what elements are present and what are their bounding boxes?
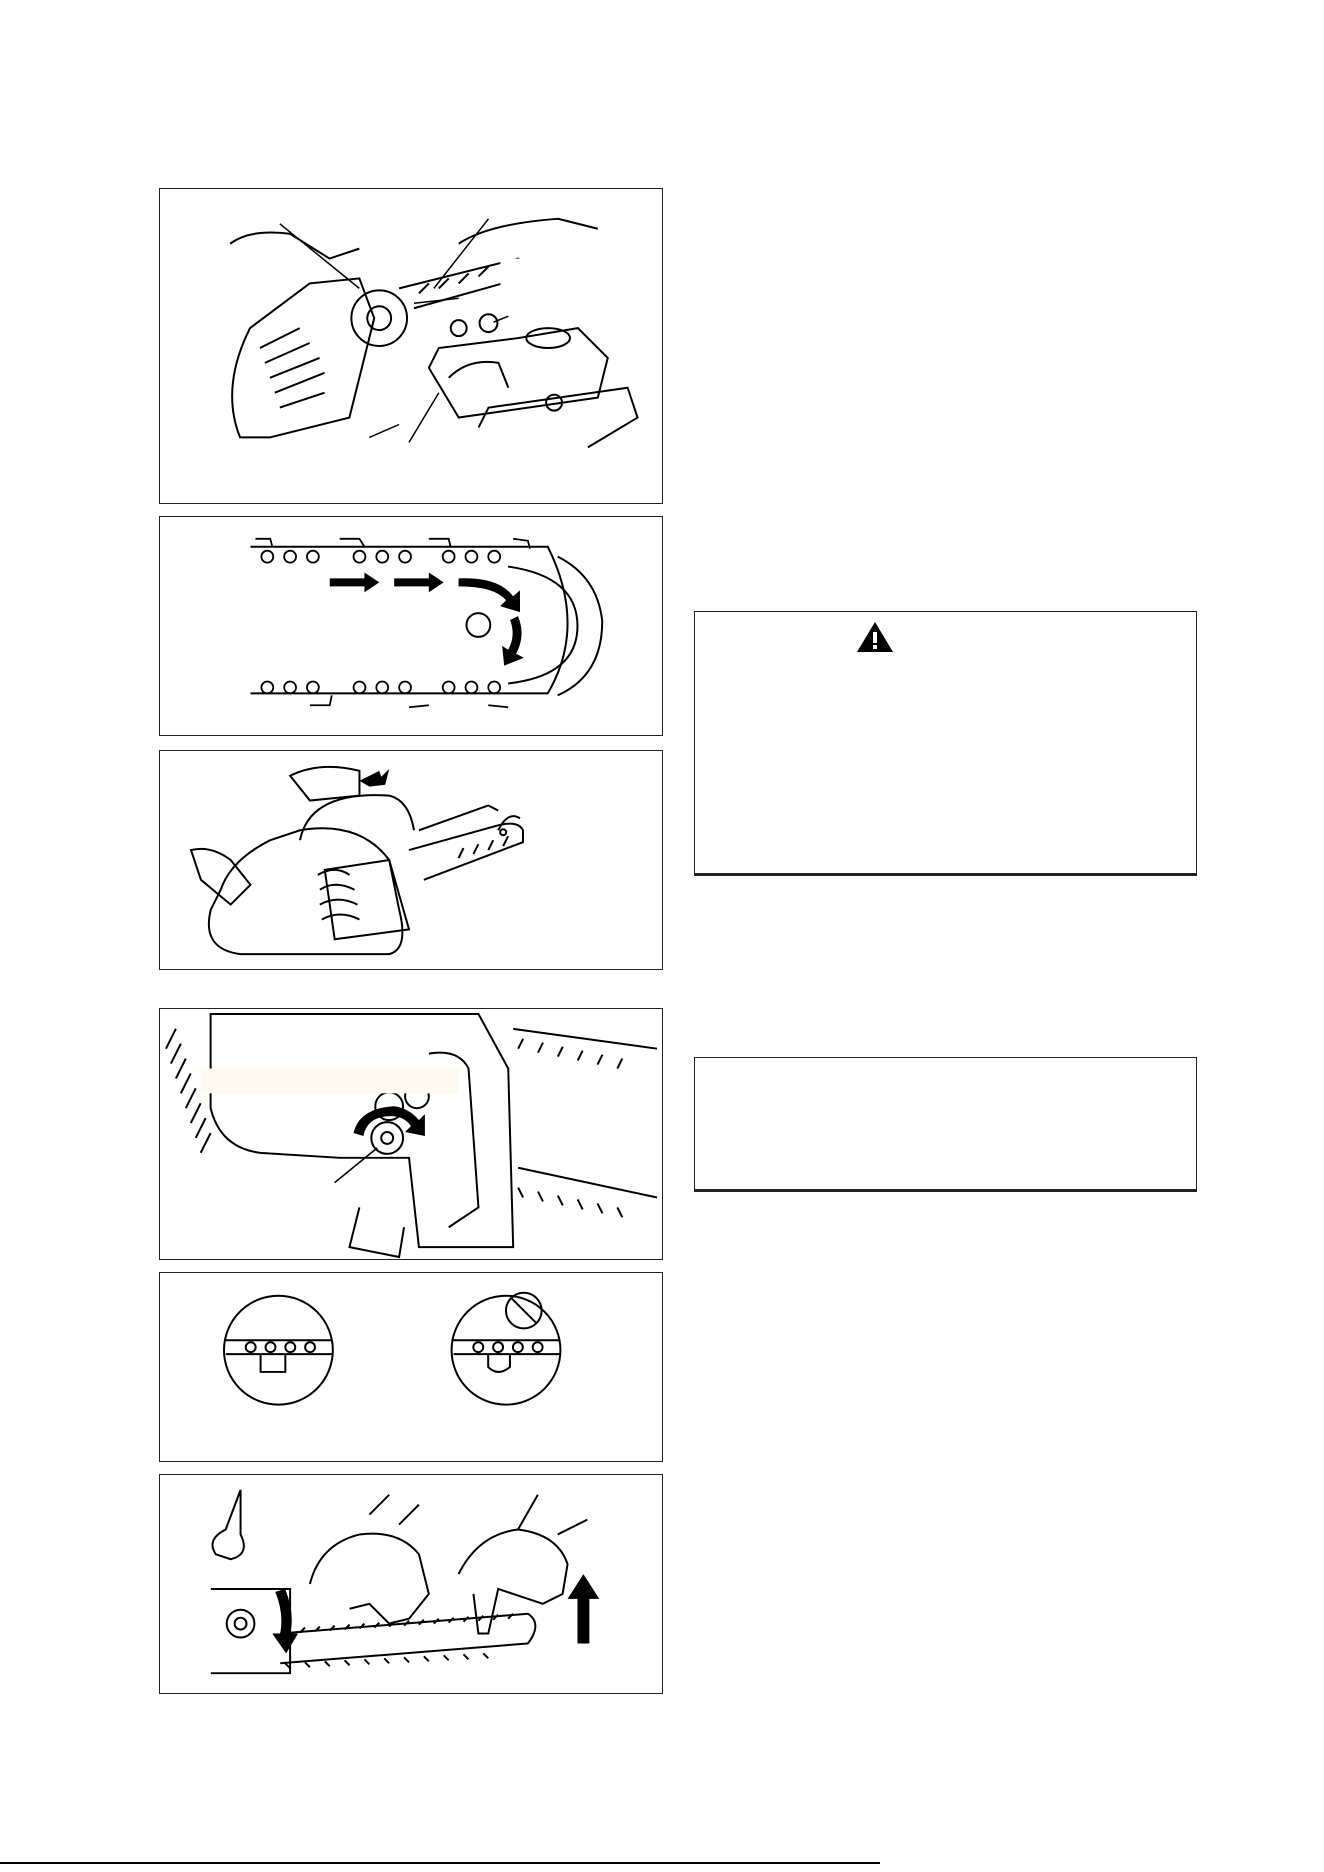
figure-sprocket-cover xyxy=(159,750,663,970)
chainsaw-hands-illustration xyxy=(160,751,662,969)
chain-direction-illustration xyxy=(160,517,662,735)
footer-rule xyxy=(0,1862,880,1864)
figure-chain-bar-assembly xyxy=(159,188,663,504)
warning-box xyxy=(694,611,1197,876)
chain-bar-assembly-illustration xyxy=(160,189,662,503)
figure-chain-pull xyxy=(159,1474,663,1694)
note-box xyxy=(694,1057,1197,1192)
tension-screw-illustration xyxy=(160,1009,662,1259)
warning-triangle-icon xyxy=(855,620,895,654)
figure-chain-check xyxy=(159,1272,663,1462)
figure-chain-direction xyxy=(159,516,663,736)
chain-pull-illustration xyxy=(160,1475,662,1693)
chain-check-illustration xyxy=(160,1273,662,1461)
figure-tension-screw xyxy=(159,1008,663,1260)
